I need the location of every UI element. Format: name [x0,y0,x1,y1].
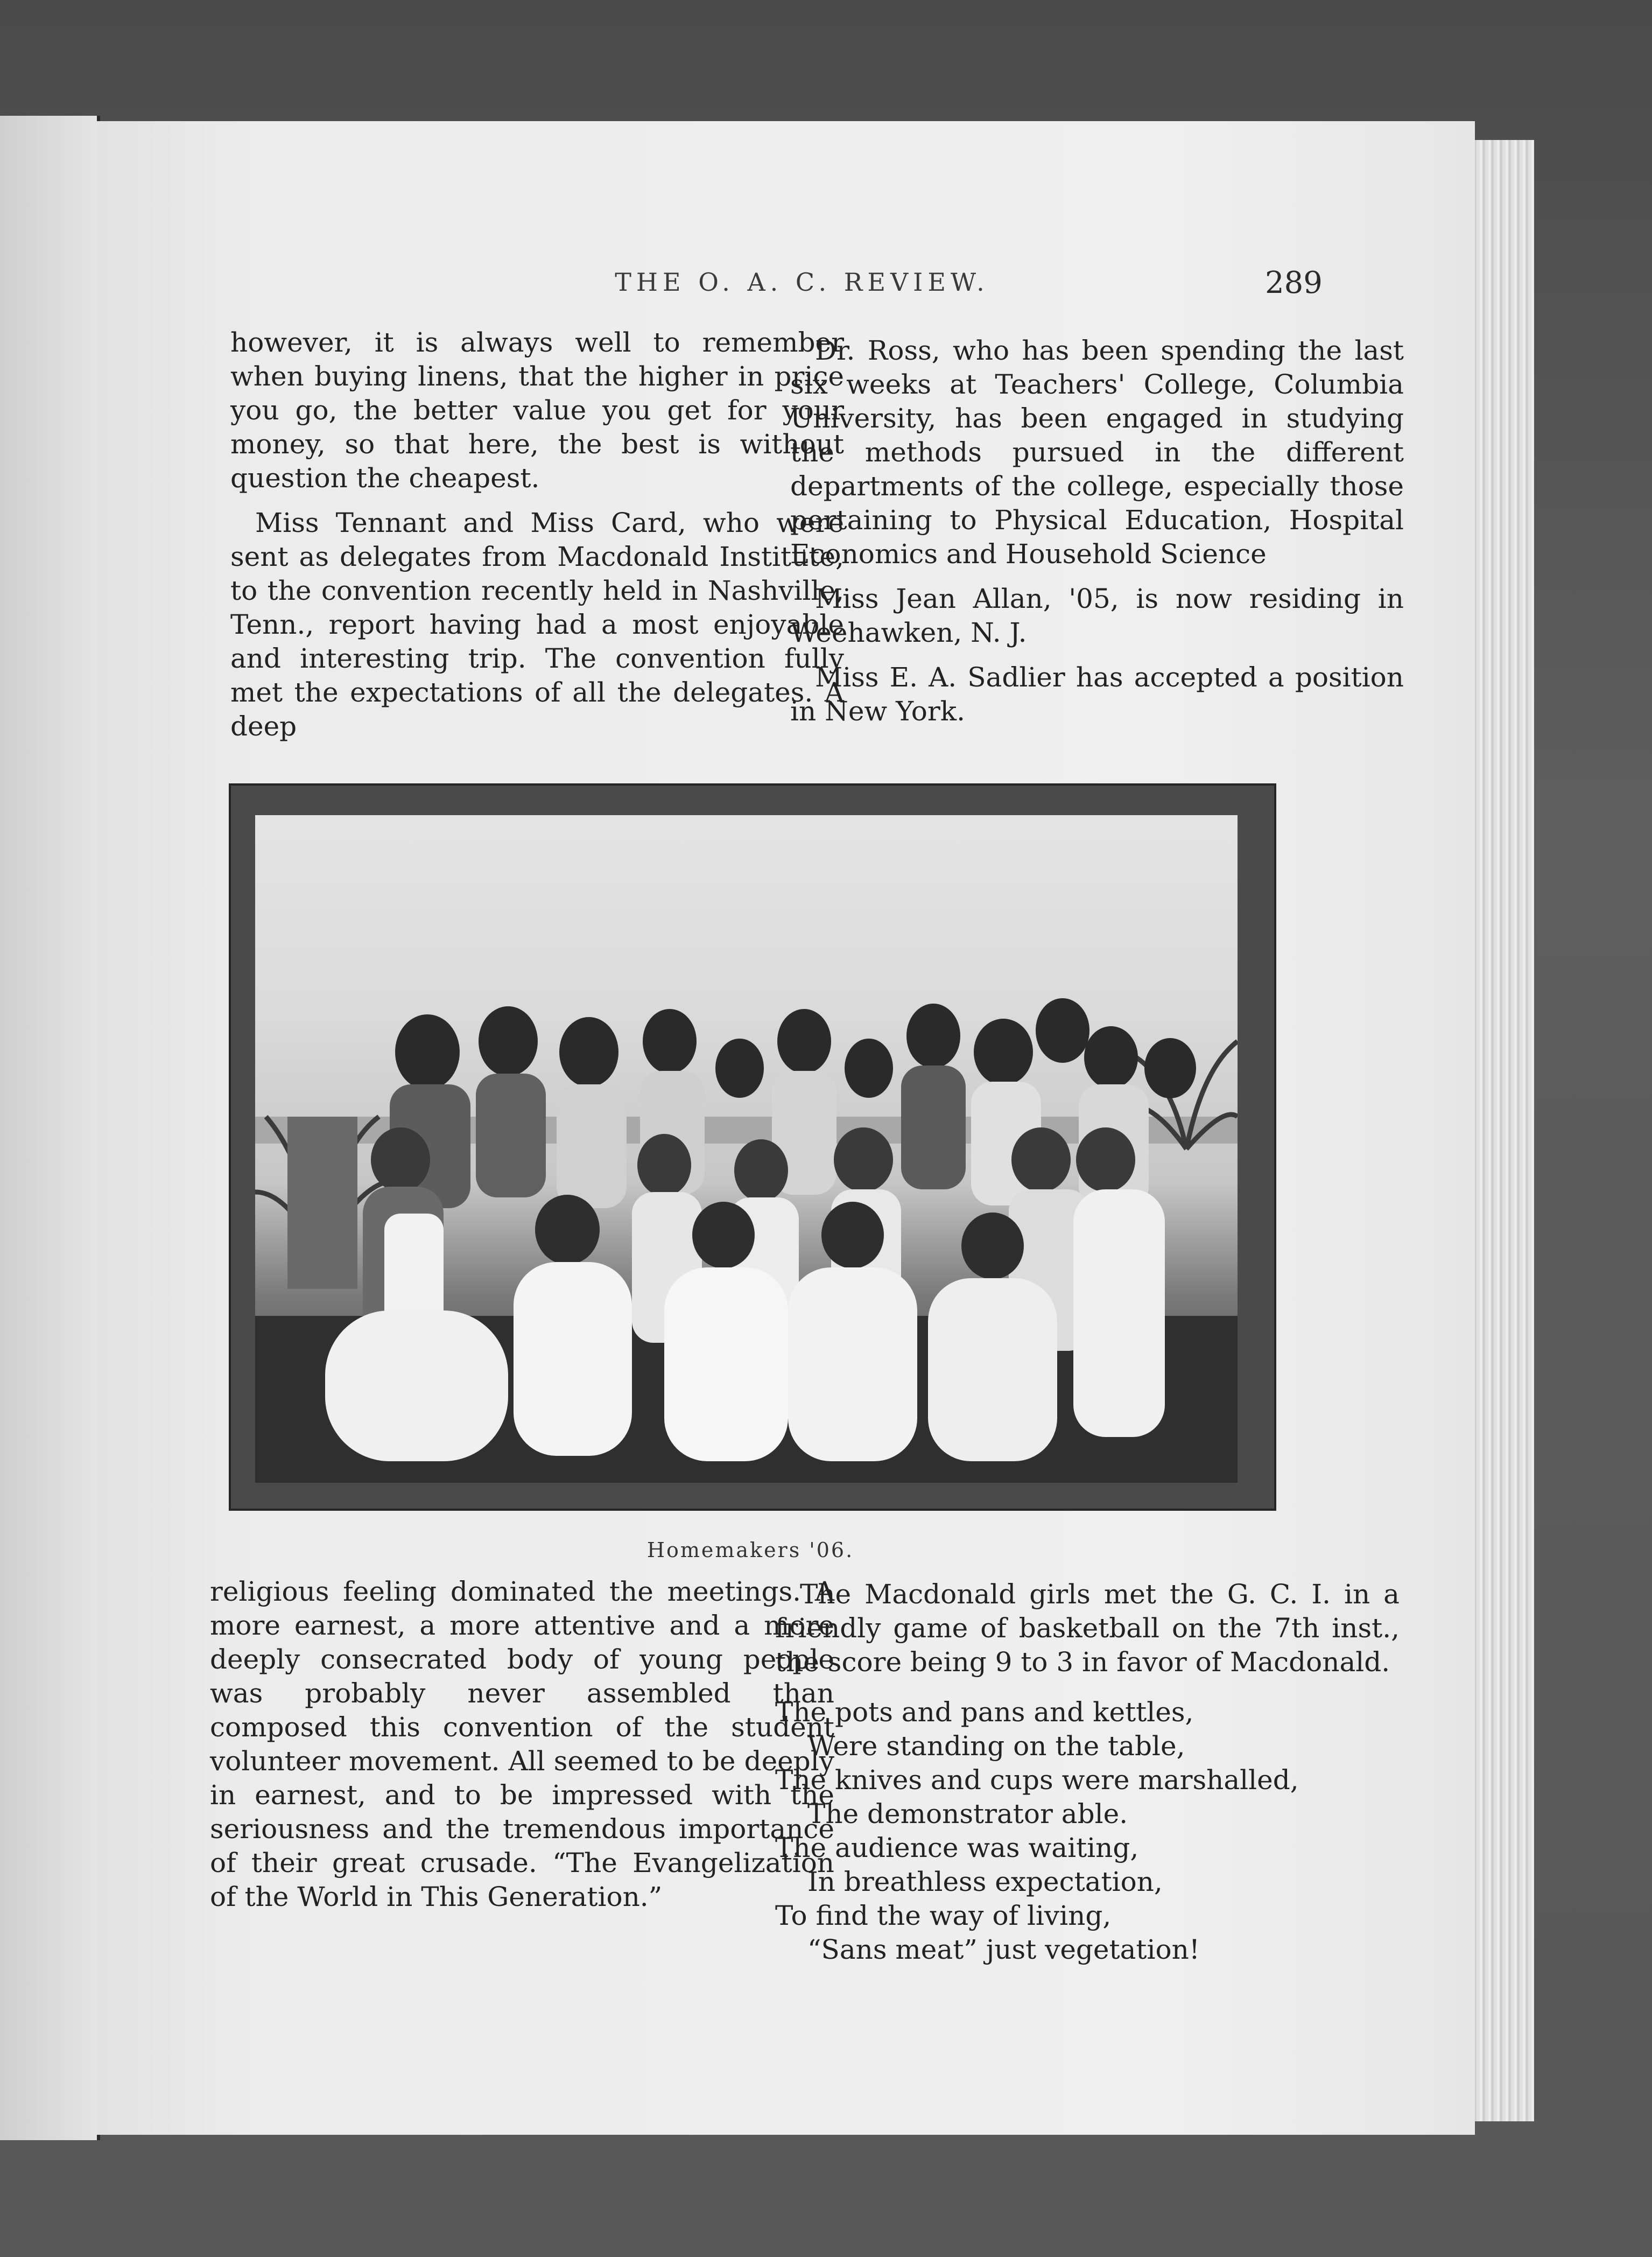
paragraph: religious feeling dominated the meetings. A more earnest, a more attentive and a more deeply consecrated body of young people was probably never assembled than composed this convention of the student volunteer movement. All seemed to be deeply in earnest, and to be impressed with the seriousness and the tremendous importance of their great crusade. “The Evangelization of the World in This Generation.” [210,1576,834,1912]
poem [775,1695,1400,1967]
poem-line: The demonstrator able. [807,1798,1128,1830]
paragraph: Miss Tennant and Miss Card, who were sent as delegates from Macdonald Institute, to the convention recently held in Nashville, Tenn., report having had a most enjoyable and interesting trip. The convention fully met the expectations of all the delegates. A deep [230,507,844,742]
paragraph: Dr. Ross, who has been spending the last six weeks at Teachers' College, Columbia University, has been engaged in studying the methods pursued in the different departments of the college, especially those pertaining to Physical Education, Hospital Economics and Household Science [790,335,1404,570]
poem-line: The audience was waiting, [775,1832,1139,1863]
photo-frame [229,783,1276,1511]
column-top-right [790,334,1404,739]
magazine-page [97,121,1475,2135]
poem-line: The pots and pans and kettles, [775,1697,1194,1728]
poem-line: In breathless expectation, [807,1866,1163,1897]
poem-line: The knives and cups were marshalled, [775,1764,1299,1796]
paragraph: Miss Jean Allan, '05, is now residing in Weehawken, N. J. [790,583,1404,648]
paragraph: Miss E. A. Sadlier has accepted a position in New York. [790,662,1404,727]
paragraph: The Macdonald girls met the G. C. I. in a friendly game of basketball on the 7th inst., the score being 9 to 3 in favor of Macdonald. [775,1579,1400,1678]
poem-line: Were standing on the table, [807,1730,1185,1762]
paragraph: however, it is always well to remember when buying linens, that the higher in price you go, the better value you get for your money, so that here, the best is without question the cheapest. [230,327,844,494]
back-row-figures [390,998,1196,1208]
page-number: 289 [1265,265,1323,300]
photo-caption: Homemakers '06. [646,1538,854,1562]
facing-page-edge [0,116,100,2140]
group-photo-illustration [255,815,1238,1483]
poem-line: “Sans meat” just vegetation! [807,1934,1200,1965]
poem-line: To find the way of living, [775,1900,1112,1931]
column-top-left [230,326,844,754]
group-photograph [255,815,1238,1483]
column-bottom-left [210,1575,834,1925]
running-head: THE O. A. C. REVIEW. [615,268,989,297]
column-bottom-right [775,1578,1400,1967]
